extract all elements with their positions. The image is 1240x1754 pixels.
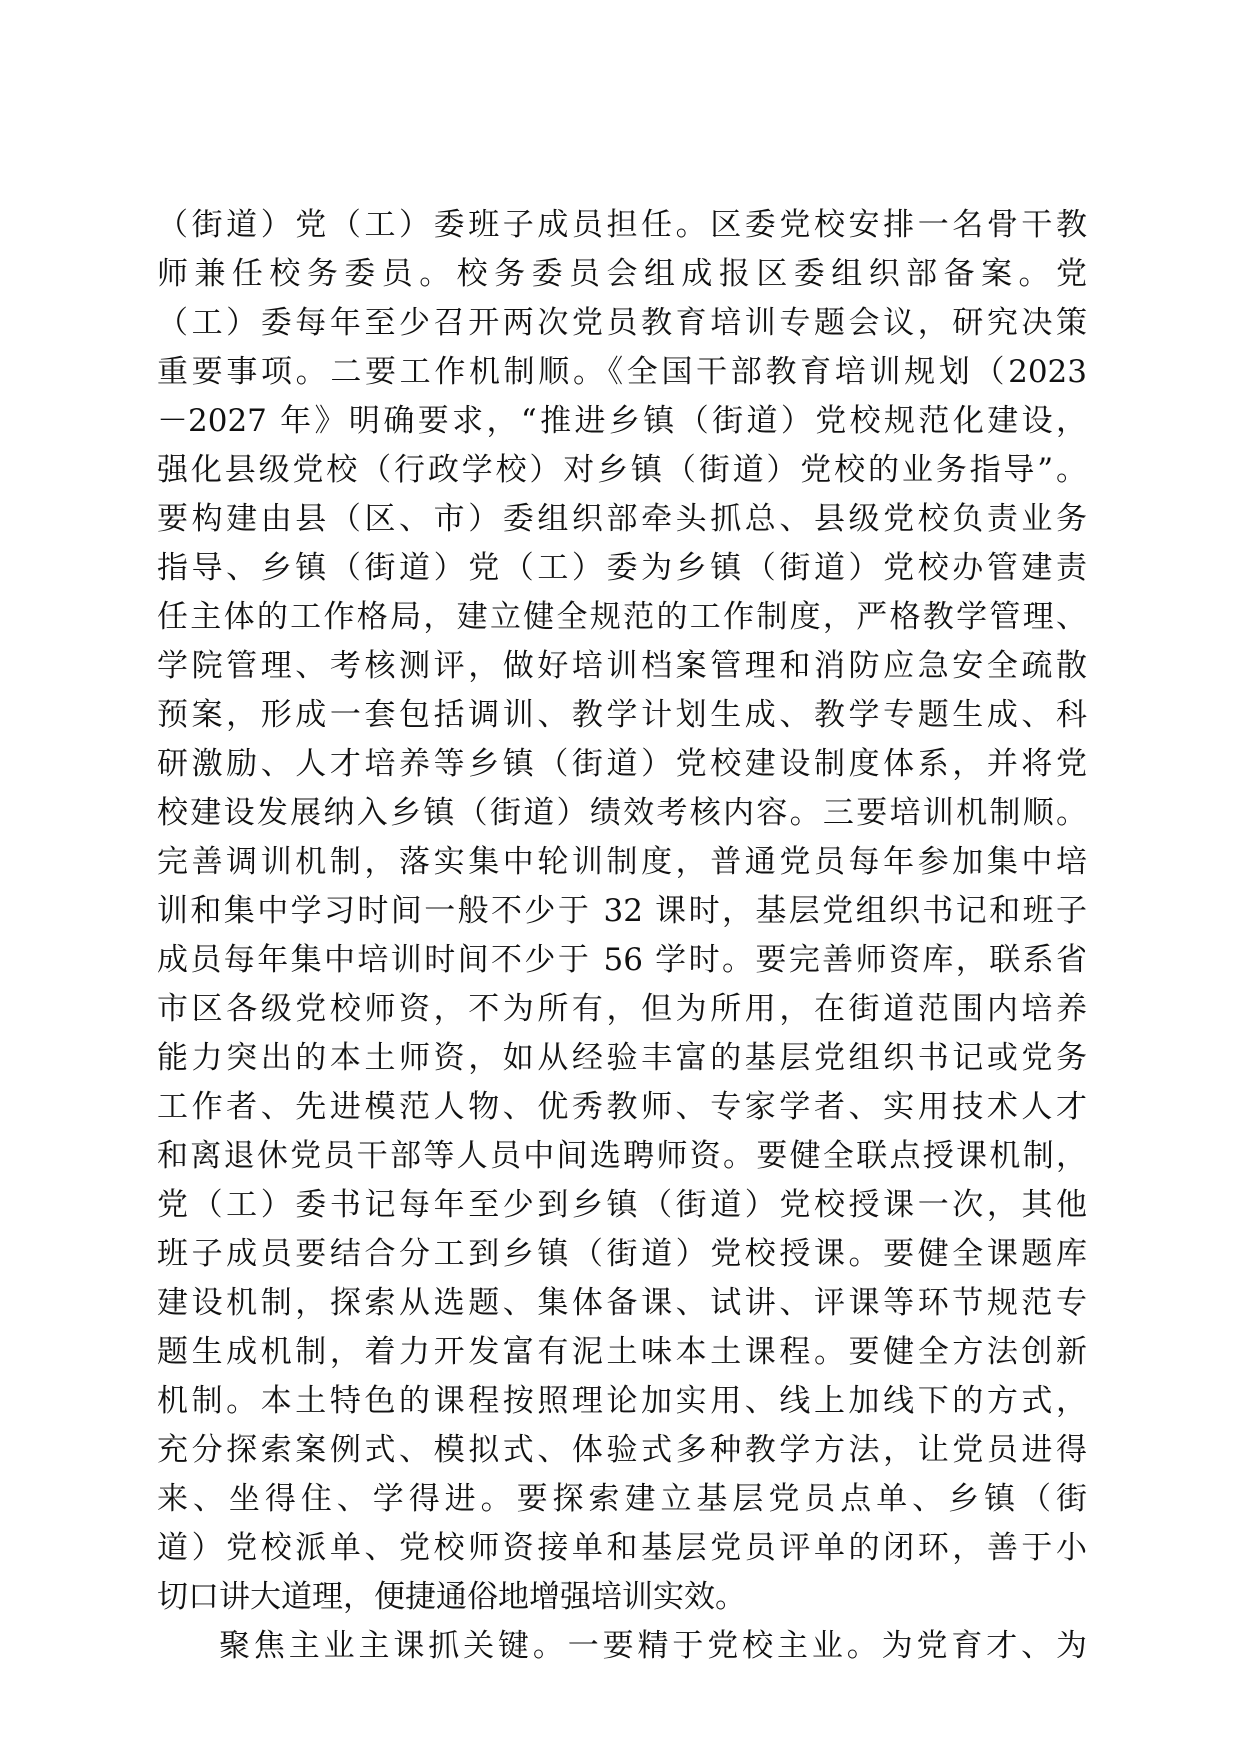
paragraph-2	[157, 1622, 1087, 1671]
paragraph-1	[157, 201, 1087, 1622]
text-line: 研激励、人才培养等乡镇（街道）党校建设制度体系，并将党	[157, 746, 1087, 782]
text-line: 学院管理、考核测评，做好培训档案管理和消防应急安全疏散	[157, 648, 1087, 684]
text-line: 预案，形成一套包括调训、教学计划生成、教学专题生成、科	[157, 697, 1087, 733]
text-line: 重要事项。二要工作机制顺。《全国干部教育培训规划（2023	[157, 354, 1087, 390]
text-line: 和离退休党员干部等人员中间选聘师资。要健全联点授课机制，	[157, 1138, 1087, 1174]
text-line: 来、坐得住、学得进。要探索建立基层党员点单、乡镇（街	[157, 1481, 1087, 1517]
text-line: （工）委每年至少召开两次党员教育培训专题会议，研究决策	[157, 305, 1087, 341]
text-line: 任主体的工作格局，建立健全规范的工作制度，严格教学管理、	[157, 599, 1087, 635]
text-line: 要构建由县（区、市）委组织部牵头抓总、县级党校负责业务	[157, 501, 1087, 537]
text-line: 成员每年集中培训时间不少于 56 学时。要完善师资库，联系省	[157, 942, 1087, 978]
text-line: 训和集中学习时间一般不少于 32 课时，基层党组织书记和班子	[157, 893, 1087, 929]
text-line: 能力突出的本土师资，如从经验丰富的基层党组织书记或党务	[157, 1040, 1087, 1076]
text-line: 完善调训机制，落实集中轮训制度，普通党员每年参加集中培	[157, 844, 1087, 880]
text-line: 充分探索案例式、模拟式、体验式多种教学方法，让党员进得	[157, 1432, 1087, 1468]
text-line: 指导、乡镇（街道）党（工）委为乡镇（街道）党校办管建责	[157, 550, 1087, 586]
text-line: 师兼任校务委员。校务委员会组成报区委组织部备案。党	[157, 256, 1087, 292]
text-line: 建设机制，探索从选题、集体备课、试讲、评课等环节规范专	[157, 1285, 1087, 1321]
text-line: 工作者、先进模范人物、优秀教师、专家学者、实用技术人才	[157, 1089, 1087, 1125]
document-body	[157, 201, 1087, 1671]
text-line: 题生成机制，着力开发富有泥土味本土课程。要健全方法创新	[157, 1334, 1087, 1370]
text-line: 机制。本土特色的课程按照理论加实用、线上加线下的方式，	[157, 1383, 1087, 1419]
text-line: 市区各级党校师资，不为所有，但为所用，在街道范围内培养	[157, 991, 1087, 1027]
text-line: 党（工）委书记每年至少到乡镇（街道）党校授课一次，其他	[157, 1187, 1087, 1223]
text-line: 道）党校派单、党校师资接单和基层党员评单的闭环，善于小	[157, 1530, 1087, 1566]
text-line: 强化县级党校（行政学校）对乡镇（街道）党校的业务指导”。	[157, 452, 1087, 488]
text-line: 班子成员要结合分工到乡镇（街道）党校授课。要健全课题库	[157, 1236, 1087, 1272]
text-line: 聚焦主业主课抓关键。一要精于党校主业。为党育才、为	[219, 1628, 1087, 1664]
text-line: （街道）党（工）委班子成员担任。区委党校安排一名骨干教	[157, 207, 1087, 243]
text-line: 校建设发展纳入乡镇（街道）绩效考核内容。三要培训机制顺。	[157, 795, 1087, 831]
text-line: －2027 年》明确要求，“推进乡镇（街道）党校规范化建设，	[157, 403, 1087, 439]
text-line: 切口讲大道理，便捷通俗地增强培训实效。	[157, 1579, 746, 1615]
